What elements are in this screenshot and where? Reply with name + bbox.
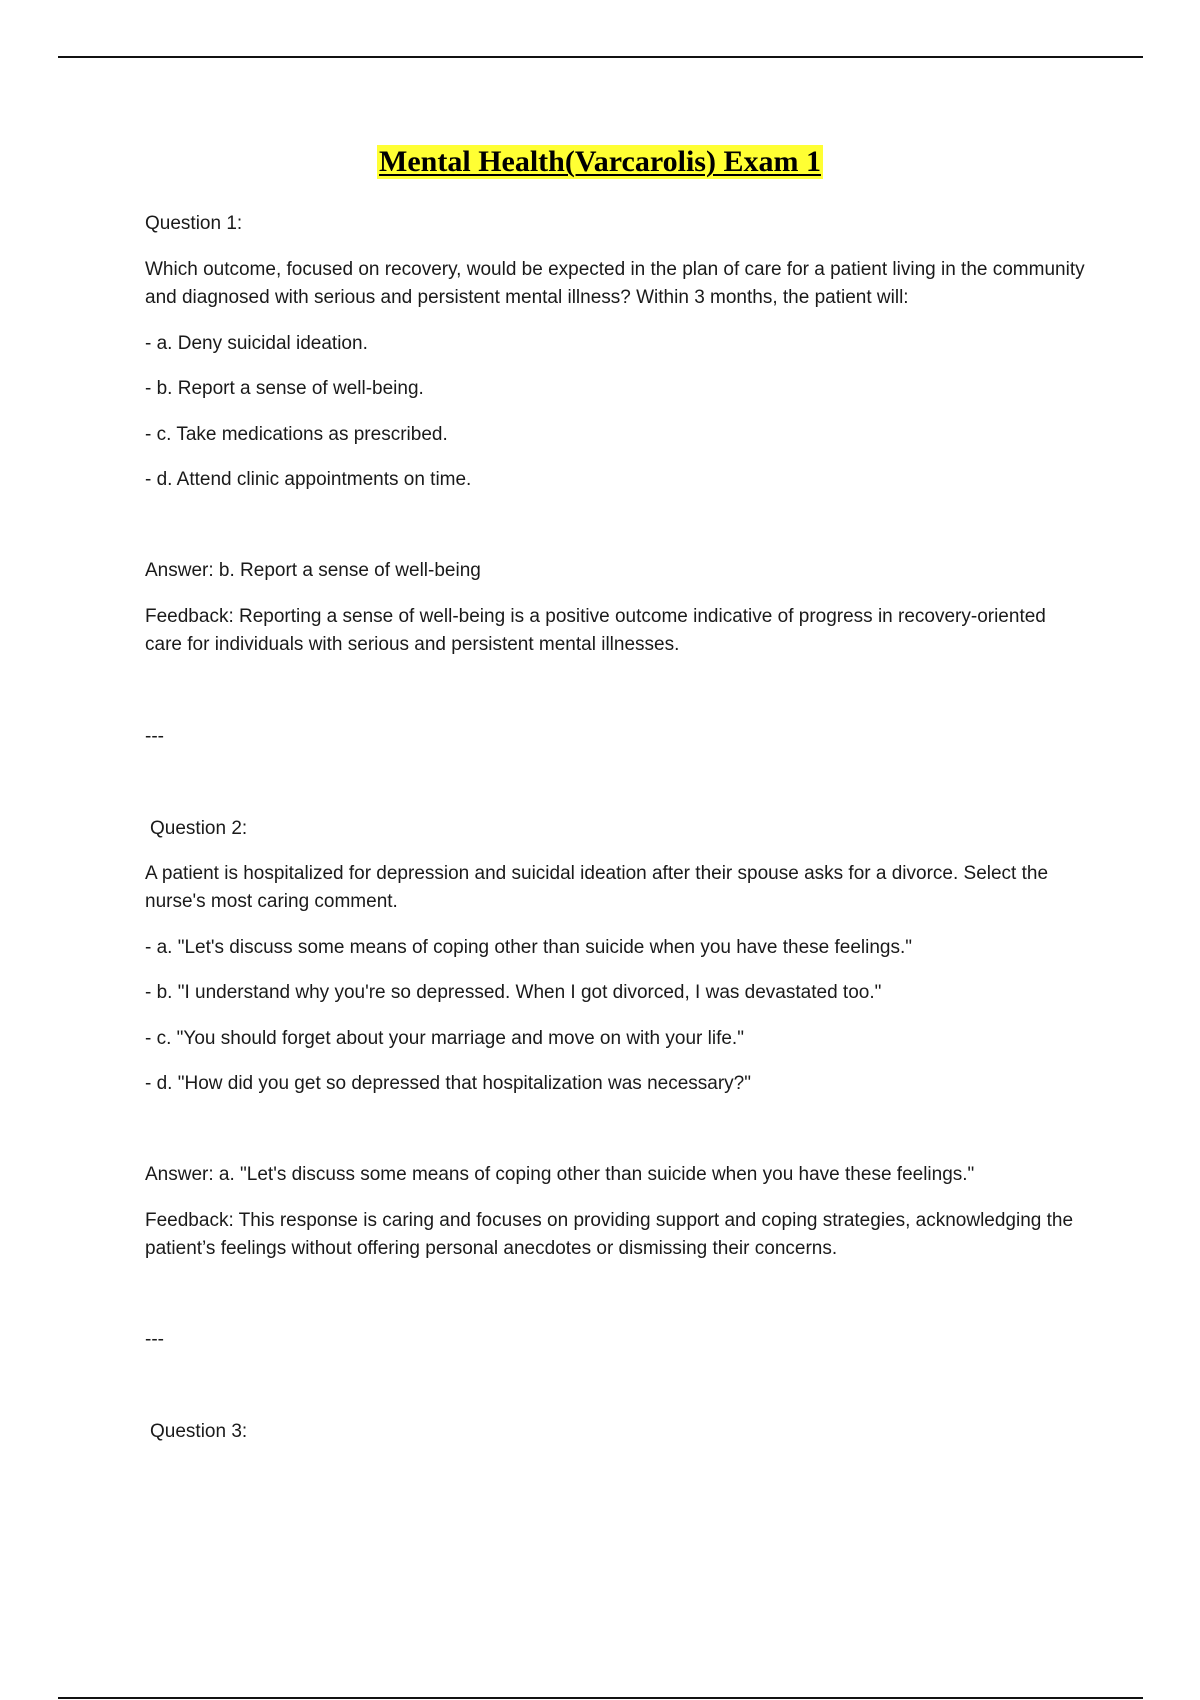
question-1-answer: Answer: b. Report a sense of well-being bbox=[145, 560, 481, 581]
bottom-rule bbox=[58, 1697, 1143, 1699]
question-2-option-b: - b. "I understand why you're so depressed. When I got divorced, I was devastated too." bbox=[145, 982, 882, 1003]
page-title: Mental Health(Varcarolis) Exam 1 bbox=[379, 145, 821, 178]
question-3-label: Question 3: bbox=[150, 1421, 248, 1442]
question-1-option-b: - b. Report a sense of well-being. bbox=[145, 378, 424, 399]
question-1-option-c: - c. Take medications as prescribed. bbox=[145, 424, 448, 445]
question-2-option-a: - a. "Let's discuss some means of coping other than suicide when you have these feelings." bbox=[145, 937, 912, 958]
question-2-option-d: - d. "How did you get so depressed that hospitalization was necessary?" bbox=[145, 1073, 751, 1094]
question-1-feedback: Feedback: Reporting a sense of well-being is a positive outcome indicative of progress in recovery-oriented care for individuals with serious and persistent mental illnesses. bbox=[145, 606, 1046, 655]
question-1-label: Question 1: bbox=[145, 213, 243, 234]
question-2-label: Question 2: bbox=[150, 818, 248, 839]
title-wrapper bbox=[0, 145, 1200, 179]
question-2-answer: Answer: a. "Let's discuss some means of coping other than suicide when you have these feelings." bbox=[145, 1164, 975, 1185]
separator-1: --- bbox=[145, 726, 164, 747]
top-rule bbox=[58, 56, 1143, 58]
question-2-option-c: - c. "You should forget about your marriage and move on with your life." bbox=[145, 1028, 744, 1049]
question-2-stem: A patient is hospitalized for depression and suicidal ideation after their spouse asks for a divorce. Select the nurse's most caring comment. bbox=[145, 863, 1049, 912]
question-1-stem: Which outcome, focused on recovery, would be expected in the plan of care for a patient living in the community and diagnosed with serious and persistent mental illness? Within 3 months, the patient will: bbox=[145, 259, 1085, 308]
question-2-feedback: Feedback: This response is caring and focuses on providing support and coping strategies, acknowledging the patient’s feelings without offering personal anecdotes or dismissing their concerns. bbox=[145, 1210, 1074, 1259]
separator-2: --- bbox=[145, 1329, 164, 1350]
question-1-option-d: - d. Attend clinic appointments on time. bbox=[145, 469, 472, 490]
question-1-option-a: - a. Deny suicidal ideation. bbox=[145, 333, 368, 354]
